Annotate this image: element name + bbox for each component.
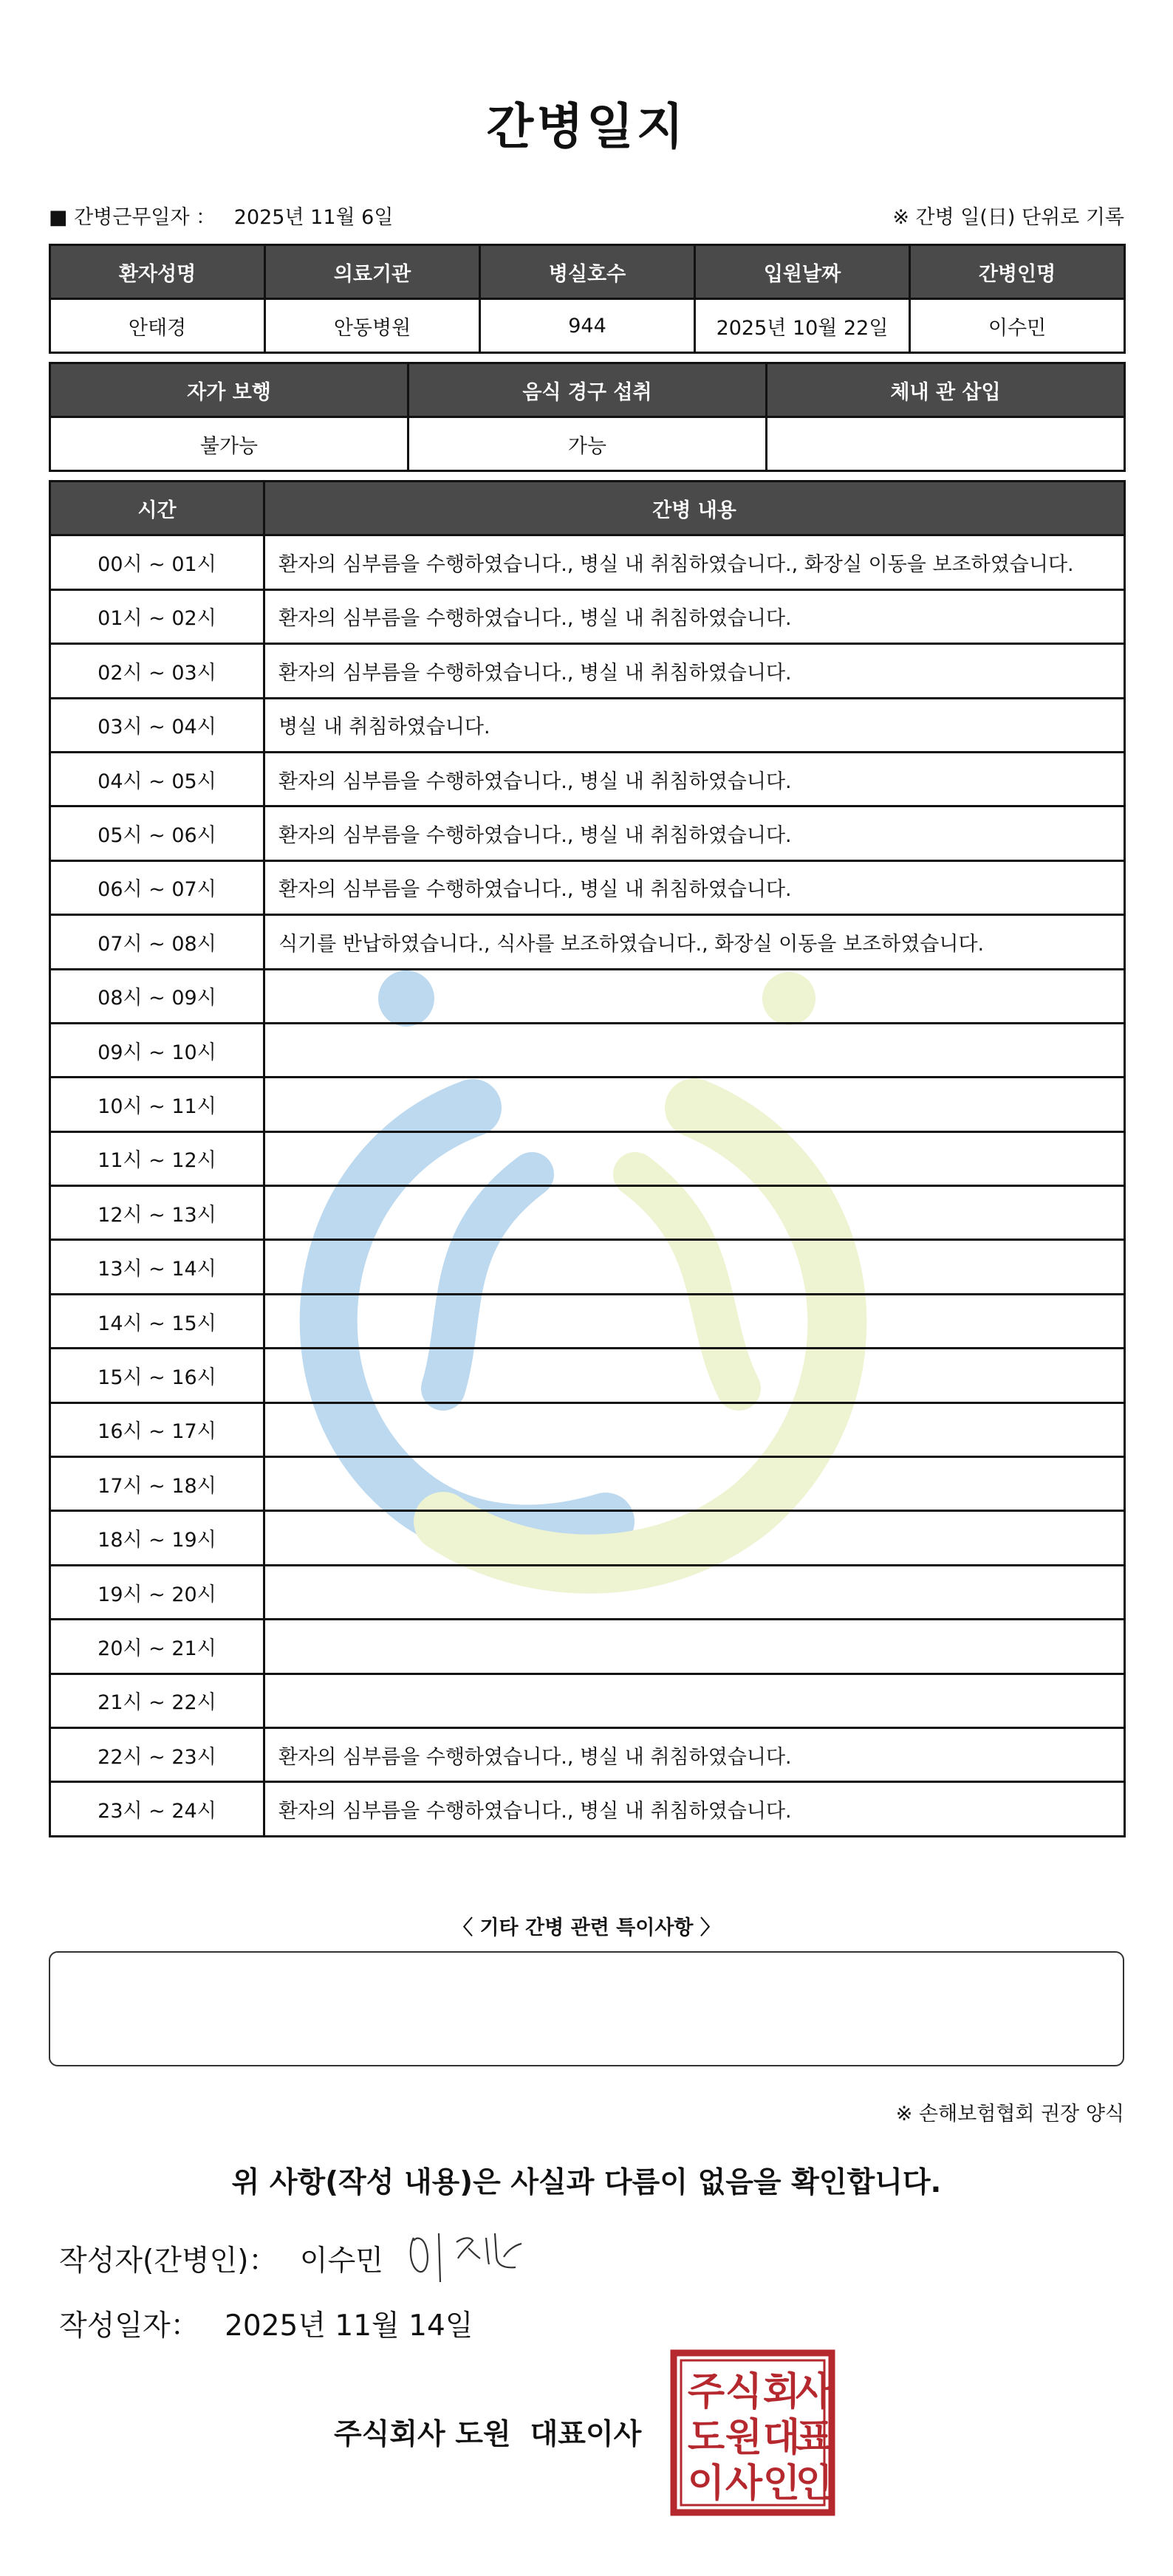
author-name: 이수민 xyxy=(299,2244,383,2278)
table-row xyxy=(50,644,1125,698)
table-row xyxy=(50,1674,1125,1727)
time-slot: 17시 ~ 18시 xyxy=(50,1457,264,1511)
time-slot: 05시 ~ 06시 xyxy=(50,806,264,860)
care-content xyxy=(264,1078,1125,1131)
time-slot: 12시 ~ 13시 xyxy=(50,1186,264,1240)
care-log-rows xyxy=(50,535,1125,1836)
author-line xyxy=(59,2238,383,2279)
time-slot: 03시 ~ 04시 xyxy=(50,698,264,752)
header-time: 시간 xyxy=(50,482,264,535)
svg-text:인: 인 xyxy=(762,2462,801,2505)
time-slot: 06시 ~ 07시 xyxy=(50,860,264,914)
header-caregiver-name: 간병인명 xyxy=(910,245,1125,299)
table-row xyxy=(50,1023,1125,1077)
table-row xyxy=(50,1782,1125,1836)
header-oral-intake: 음식 경구 섭취 xyxy=(408,363,767,417)
svg-text:표: 표 xyxy=(795,2416,833,2459)
care-content: 환자의 심부름을 수행하였습니다., 병실 내 취침하였습니다. xyxy=(264,589,1125,643)
care-content: 식기를 반납하였습니다., 식사를 보조하였습니다., 화장실 이동을 보조하였습니다. xyxy=(264,915,1125,969)
care-content xyxy=(264,1402,1125,1456)
care-content xyxy=(264,1240,1125,1294)
table-row xyxy=(50,589,1125,643)
table-row xyxy=(50,1620,1125,1674)
care-content xyxy=(264,1023,1125,1077)
time-slot: 13시 ~ 14시 xyxy=(50,1240,264,1294)
svg-text:인: 인 xyxy=(795,2462,833,2505)
page-title: 간병일지 xyxy=(486,98,687,155)
care-content xyxy=(264,1131,1125,1185)
header-admission-date: 입원날짜 xyxy=(695,245,910,299)
care-content: 병실 내 취침하였습니다. xyxy=(264,698,1125,752)
care-content: 환자의 심부름을 수행하였습니다., 병실 내 취침하였습니다. xyxy=(264,1782,1125,1836)
svg-text:식: 식 xyxy=(725,2371,763,2414)
header-patient-name: 환자성명 xyxy=(50,245,265,299)
form-note: ※ 손해보험협회 권장 양식 xyxy=(895,2103,1124,2125)
svg-text:회: 회 xyxy=(762,2371,801,2414)
care-content xyxy=(264,1349,1125,1402)
time-slot: 16시 ~ 17시 xyxy=(50,1402,264,1456)
care-content xyxy=(264,1457,1125,1511)
table-row xyxy=(50,1349,1125,1402)
table-row xyxy=(50,1511,1125,1565)
care-content: 환자의 심부름을 수행하였습니다., 병실 내 취침하였습니다. xyxy=(264,1727,1125,1781)
time-slot: 07시 ~ 08시 xyxy=(50,915,264,969)
header-self-walking: 자가 보행 xyxy=(50,363,408,417)
table-row xyxy=(50,1131,1125,1185)
svg-text:도: 도 xyxy=(687,2416,725,2459)
table-row xyxy=(50,969,1125,1023)
work-date xyxy=(49,201,393,230)
admission-date: 2025년 10월 22일 xyxy=(695,299,910,353)
work-date-value: 2025년 11월 6일 xyxy=(233,206,394,229)
time-slot: 20시 ~ 21시 xyxy=(50,1620,264,1674)
patient-info-table xyxy=(49,244,1126,354)
time-slot: 04시 ~ 05시 xyxy=(50,752,264,806)
company-name: 주식회사 도원 xyxy=(334,2418,511,2451)
svg-text:이: 이 xyxy=(687,2462,725,2505)
self-walking-value: 불가능 xyxy=(50,417,408,471)
table-row xyxy=(50,1402,1125,1456)
header-hospital: 의료기관 xyxy=(265,245,480,299)
table-row xyxy=(50,1565,1125,1619)
company-line xyxy=(334,2411,641,2453)
table-row xyxy=(50,1294,1125,1348)
care-content: 환자의 심부름을 수행하였습니다., 병실 내 취침하였습니다. xyxy=(264,806,1125,860)
remarks-box xyxy=(49,1951,1124,2066)
unit-note: ※ 간병 일(日) 단위로 기록 xyxy=(892,206,1124,229)
svg-text:원: 원 xyxy=(725,2416,763,2459)
care-content: 환자의 심부름을 수행하였습니다., 병실 내 취침하였습니다. xyxy=(264,860,1125,914)
care-content xyxy=(264,1565,1125,1619)
table-row xyxy=(50,806,1125,860)
written-date-label: 작성일자： xyxy=(59,2309,199,2343)
time-slot: 19시 ~ 20시 xyxy=(50,1565,264,1619)
representative-title: 대표이사 xyxy=(530,2418,642,2451)
handwritten-signature-icon xyxy=(405,2223,545,2289)
time-slot: 02시 ~ 03시 xyxy=(50,644,264,698)
header-tube-insertion: 체내 관 삽입 xyxy=(767,363,1125,417)
care-content xyxy=(264,1294,1125,1348)
table-row xyxy=(50,1727,1125,1781)
time-slot: 01시 ~ 02시 xyxy=(50,589,264,643)
care-content: 환자의 심부름을 수행하였습니다., 병실 내 취침하였습니다., 화장실 이동을 보조하였습니다. xyxy=(264,535,1125,589)
time-slot: 21시 ~ 22시 xyxy=(50,1674,264,1727)
care-content xyxy=(264,1511,1125,1565)
table-row xyxy=(50,1186,1125,1240)
care-log-table xyxy=(49,480,1126,1837)
author-label: 작성자(간병인)： xyxy=(59,2244,278,2278)
time-slot: 23시 ~ 24시 xyxy=(50,1782,264,1836)
header-room-number: 병실호수 xyxy=(480,245,695,299)
table-row xyxy=(50,1078,1125,1131)
svg-text:대: 대 xyxy=(762,2416,801,2459)
table-row xyxy=(50,1457,1125,1511)
hospital-name: 안동병원 xyxy=(265,299,480,353)
svg-text:주: 주 xyxy=(687,2371,725,2414)
care-content: 환자의 심부름을 수행하였습니다., 병실 내 취침하였습니다. xyxy=(264,644,1125,698)
written-date-line xyxy=(59,2303,473,2344)
table-row xyxy=(50,860,1125,914)
table-row xyxy=(50,915,1125,969)
written-date-value: 2025년 11월 14일 xyxy=(225,2309,473,2343)
table-row xyxy=(50,535,1125,589)
time-slot: 00시 ~ 01시 xyxy=(50,535,264,589)
tube-insertion-value xyxy=(767,417,1125,471)
time-slot: 22시 ~ 23시 xyxy=(50,1727,264,1781)
header-care-content: 간병 내용 xyxy=(264,482,1125,535)
time-slot: 11시 ~ 12시 xyxy=(50,1131,264,1185)
room-number: 944 xyxy=(480,299,695,353)
table-row xyxy=(50,752,1125,806)
condition-info-table xyxy=(49,362,1126,472)
time-slot: 18시 ~ 19시 xyxy=(50,1511,264,1565)
care-content xyxy=(264,969,1125,1023)
time-slot: 08시 ~ 09시 xyxy=(50,969,264,1023)
time-slot: 10시 ~ 11시 xyxy=(50,1078,264,1131)
time-slot: 14시 ~ 15시 xyxy=(50,1294,264,1348)
remarks-title: 〈 기타 간병 관련 특이사항 〉 xyxy=(453,1916,720,1939)
table-row xyxy=(50,698,1125,752)
care-content xyxy=(264,1620,1125,1674)
caregiver-name: 이수민 xyxy=(910,299,1125,353)
svg-text:사: 사 xyxy=(795,2371,833,2414)
care-content xyxy=(264,1186,1125,1240)
care-content: 환자의 심부름을 수행하였습니다., 병실 내 취침하였습니다. xyxy=(264,752,1125,806)
time-slot: 15시 ~ 16시 xyxy=(50,1349,264,1402)
patient-name: 안태경 xyxy=(50,299,265,353)
time-slot: 09시 ~ 10시 xyxy=(50,1023,264,1077)
confirmation-statement: 위 사항(작성 내용)은 사실과 다름이 없음을 확인합니다. xyxy=(231,2166,942,2199)
table-row xyxy=(50,1240,1125,1294)
oral-intake-value: 가능 xyxy=(408,417,767,471)
svg-text:사: 사 xyxy=(725,2462,763,2505)
work-date-label: ■ 간병근무일자 ： xyxy=(49,206,216,229)
care-content xyxy=(264,1674,1125,1727)
company-seal-icon xyxy=(669,2349,836,2517)
